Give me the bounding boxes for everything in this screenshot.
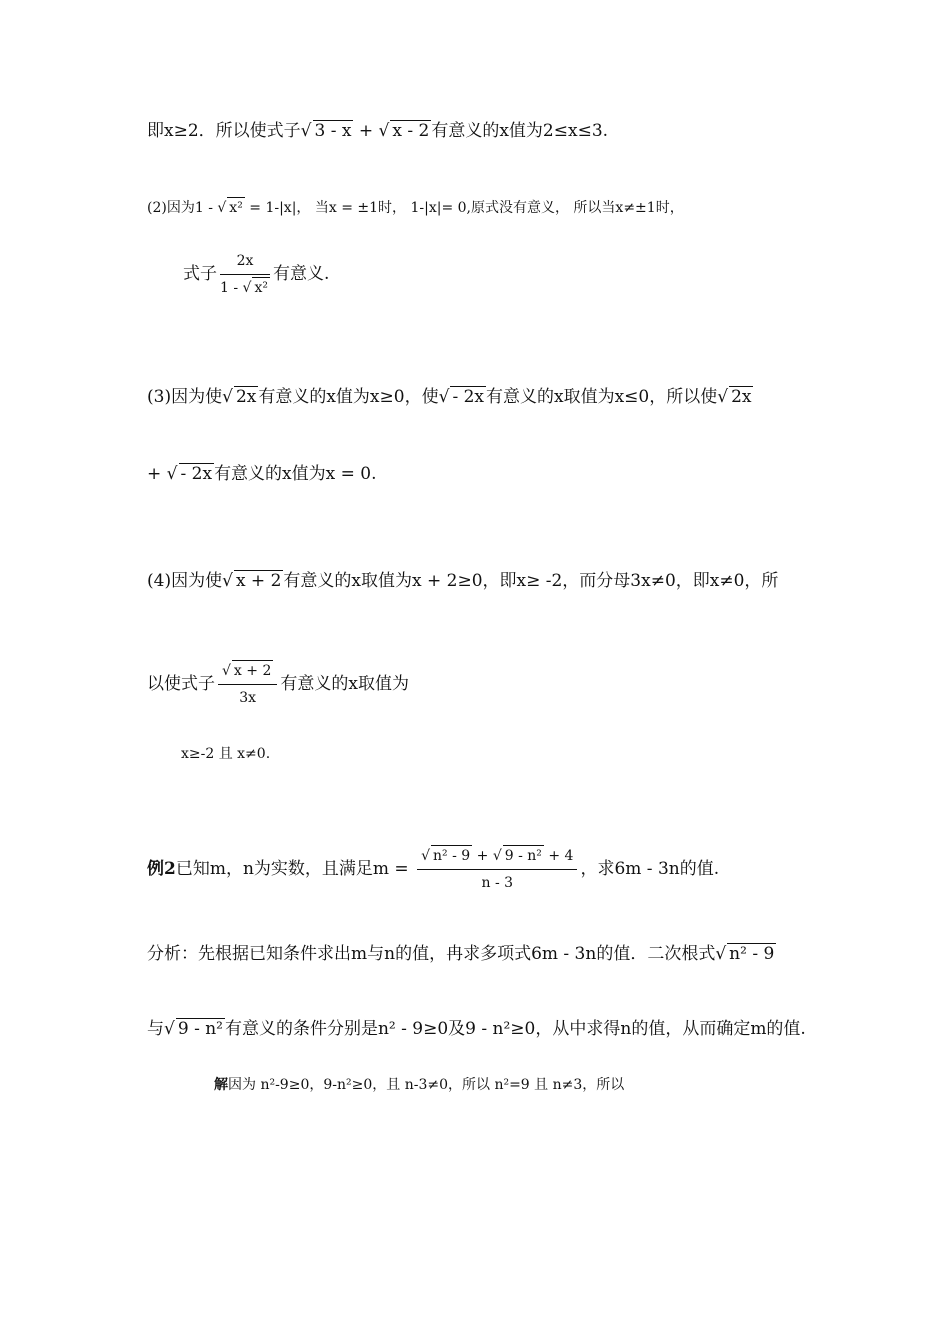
text: + xyxy=(353,121,379,141)
denominator: 3x xyxy=(239,690,257,706)
text: x≥-2 且 x≠0. xyxy=(181,746,271,762)
sqrt-expr: 2x xyxy=(731,387,752,407)
fraction: $\frac{2x}{\text{1 - √ x²}}$ xyxy=(220,250,270,299)
text: 有意义的x值为x≥0，使 xyxy=(258,387,439,407)
sqrt-expr: 3 - x xyxy=(314,121,352,141)
sqrt-expr: - 2x xyxy=(452,387,484,407)
line-11: 与√ 9 - n² 有意义的条件分别是n² - 9≥0及9 - n²≥0，从中求得n的值，从而确定m的值. xyxy=(147,1019,806,1039)
text: 以使式子 xyxy=(147,674,215,694)
line-6: (4)因为使√ x + 2 有意义的x取值为x + 2≥0，即x≥ -2，而分母3x≠0，即x≠0，所 xyxy=(147,571,779,591)
text: 因为 n²-9≥0，9-n²≥0，且 n-3≠0，所以 n²=9 且 n≠3，所以 xyxy=(228,1077,625,1093)
text: 分析：先根据已知条件求出m与n的值，冉求多项式6m - 3n的值．二次根式 xyxy=(147,944,716,964)
text: 1 - xyxy=(220,280,243,296)
sqrt-expr: x + 2 xyxy=(232,660,273,681)
text: (2)因为1 - xyxy=(147,200,218,216)
line-8 xyxy=(181,742,270,766)
text: 即x≥2．所以使式子 xyxy=(147,121,301,141)
text: 已知m，n为实数，且满足m = xyxy=(175,859,415,879)
solution-label: 解 xyxy=(214,1077,228,1093)
line-12 xyxy=(214,1073,624,1097)
sqrt-expr: n² - 9 xyxy=(431,845,472,866)
line-5: + √ - 2x 有意义的x值为x = 0. xyxy=(147,464,377,484)
text: + 4 xyxy=(543,848,574,864)
line-7 xyxy=(147,660,409,709)
text: = 1-|x|， 当x = ±1时， 1-|x|= 0,原式没有意义， 所以当x≠±1时， xyxy=(244,200,684,216)
text: 有意义的x取值为 xyxy=(280,674,409,694)
text: 与 xyxy=(147,1019,164,1039)
text: (3)因为使 xyxy=(147,387,223,407)
text: 有意义的x取值为x + 2≥0，即x≥ -2，而分母3x≠0，即x≠0，所 xyxy=(283,571,779,591)
sqrt-expr: 9 - n² xyxy=(503,845,544,866)
text: + xyxy=(147,464,167,484)
line-10: 分析：先根据已知条件求出m与n的值，冉求多项式6m - 3n的值．二次根式√ n² - 9 xyxy=(147,944,775,964)
line-3 xyxy=(183,250,329,299)
sqrt-expr: 9 - n² xyxy=(177,1019,223,1039)
sqrt-expr: - 2x xyxy=(180,464,213,484)
text: 有意义的x取值为x≤0，所以使 xyxy=(486,387,718,407)
sqrt-expr: n² - 9 xyxy=(729,944,775,964)
text: 有意义的x值为2≤x≤3. xyxy=(431,121,609,141)
sqrt-expr: x² xyxy=(227,197,245,218)
sqrt-expr: x - 2 xyxy=(392,121,430,141)
text: 有意义. xyxy=(272,264,330,284)
text: + xyxy=(472,848,493,864)
text: 有意义的条件分别是n² - 9≥0及9 - n²≥0，从中求得n的值，从而确定m的值. xyxy=(224,1019,806,1039)
fraction: $\frac{√ x + 2}{3x}$ xyxy=(218,660,277,709)
denominator: n - 3 xyxy=(481,875,514,891)
line-4: (3)因为使√ 2x 有意义的x值为x≥0，使√ - 2x 有意义的x取值为x≤0，所以使√ 2x xyxy=(147,387,752,407)
numerator: 2x xyxy=(220,250,270,275)
sqrt-expr: x + 2 xyxy=(235,571,282,591)
line-1: 即x≥2．所以使式子√ 3 - x + √ x - 2 有意义的x值为2≤x≤3. xyxy=(147,121,609,141)
text: 式子 xyxy=(183,264,217,284)
line-9 xyxy=(147,845,719,894)
example-label: 例2 xyxy=(147,859,176,879)
sqrt-expr: x² xyxy=(252,277,270,298)
text: 有意义的x值为x = 0. xyxy=(214,464,377,484)
fraction: $\frac{\text{√ n² - 9 + √ 9 - n² + 4}}{n - 3}$ xyxy=(417,845,577,894)
line-2: (2)因为1 - √ x² = 1-|x|， 当x = ±1时， 1-|x|= 0,原式没有意义， 所以当x≠±1时， xyxy=(147,196,684,220)
sqrt-expr: 2x xyxy=(235,387,257,407)
text: (4)因为使 xyxy=(147,571,223,591)
text: ，求6m - 3n的值. xyxy=(580,859,720,879)
